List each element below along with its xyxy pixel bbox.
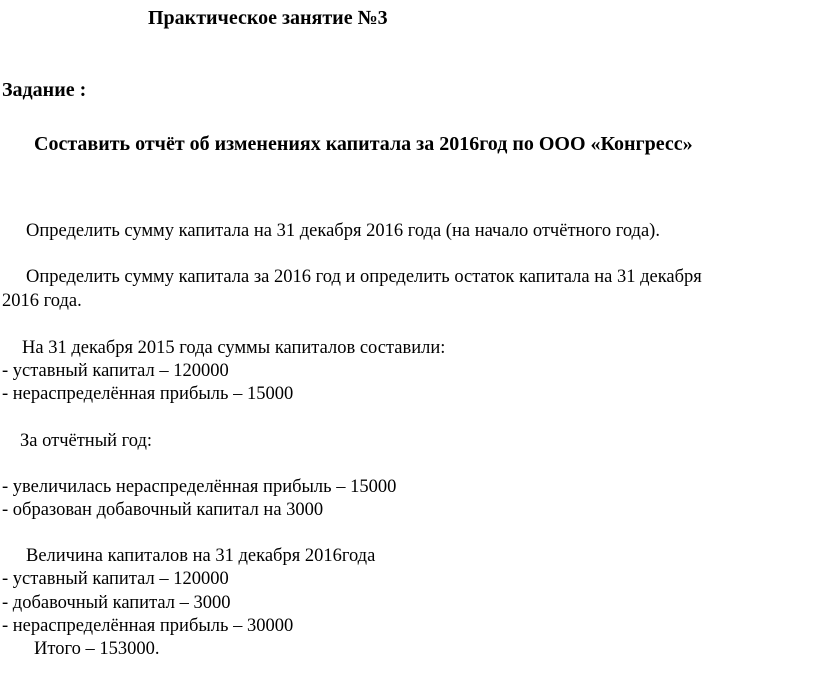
list-item: - уставный капитал – 120000	[2, 361, 229, 381]
page-title: Практическое занятие №3	[148, 7, 388, 29]
list-item: - нераспределённая прибыль – 15000	[2, 384, 294, 404]
list-item: - увеличилась нераспределённая прибыль – 15000	[2, 477, 397, 497]
paragraph-1: Определить сумму капитала на 31 декабря 2016 года (на начало отчётного года).	[26, 221, 660, 241]
total-line: Итого – 153000.	[34, 639, 160, 659]
section-2-heading: За отчётный год:	[20, 431, 153, 451]
paragraph-2-line-2: 2016 года.	[2, 291, 82, 311]
list-item: - образован добавочный капитал на 3000	[2, 500, 324, 520]
list-item: - уставный капитал – 120000	[2, 569, 229, 589]
paragraph-2-line-1: Определить сумму капитала за 2016 год и определить остаток капитала на 31 декабря	[26, 267, 702, 287]
section-1-heading: На 31 декабря 2015 года суммы капиталов составили:	[22, 338, 446, 358]
list-item: - добавочный капитал – 3000	[2, 593, 231, 613]
task-heading: Составить отчёт об изменениях капитала за 2016год по ООО «Конгресс»	[34, 133, 693, 155]
section-3-heading: Величина капиталов на 31 декабря 2016года	[26, 546, 376, 566]
task-label: Задание :	[2, 79, 87, 101]
list-item: - нераспределённая прибыль – 30000	[2, 616, 294, 636]
